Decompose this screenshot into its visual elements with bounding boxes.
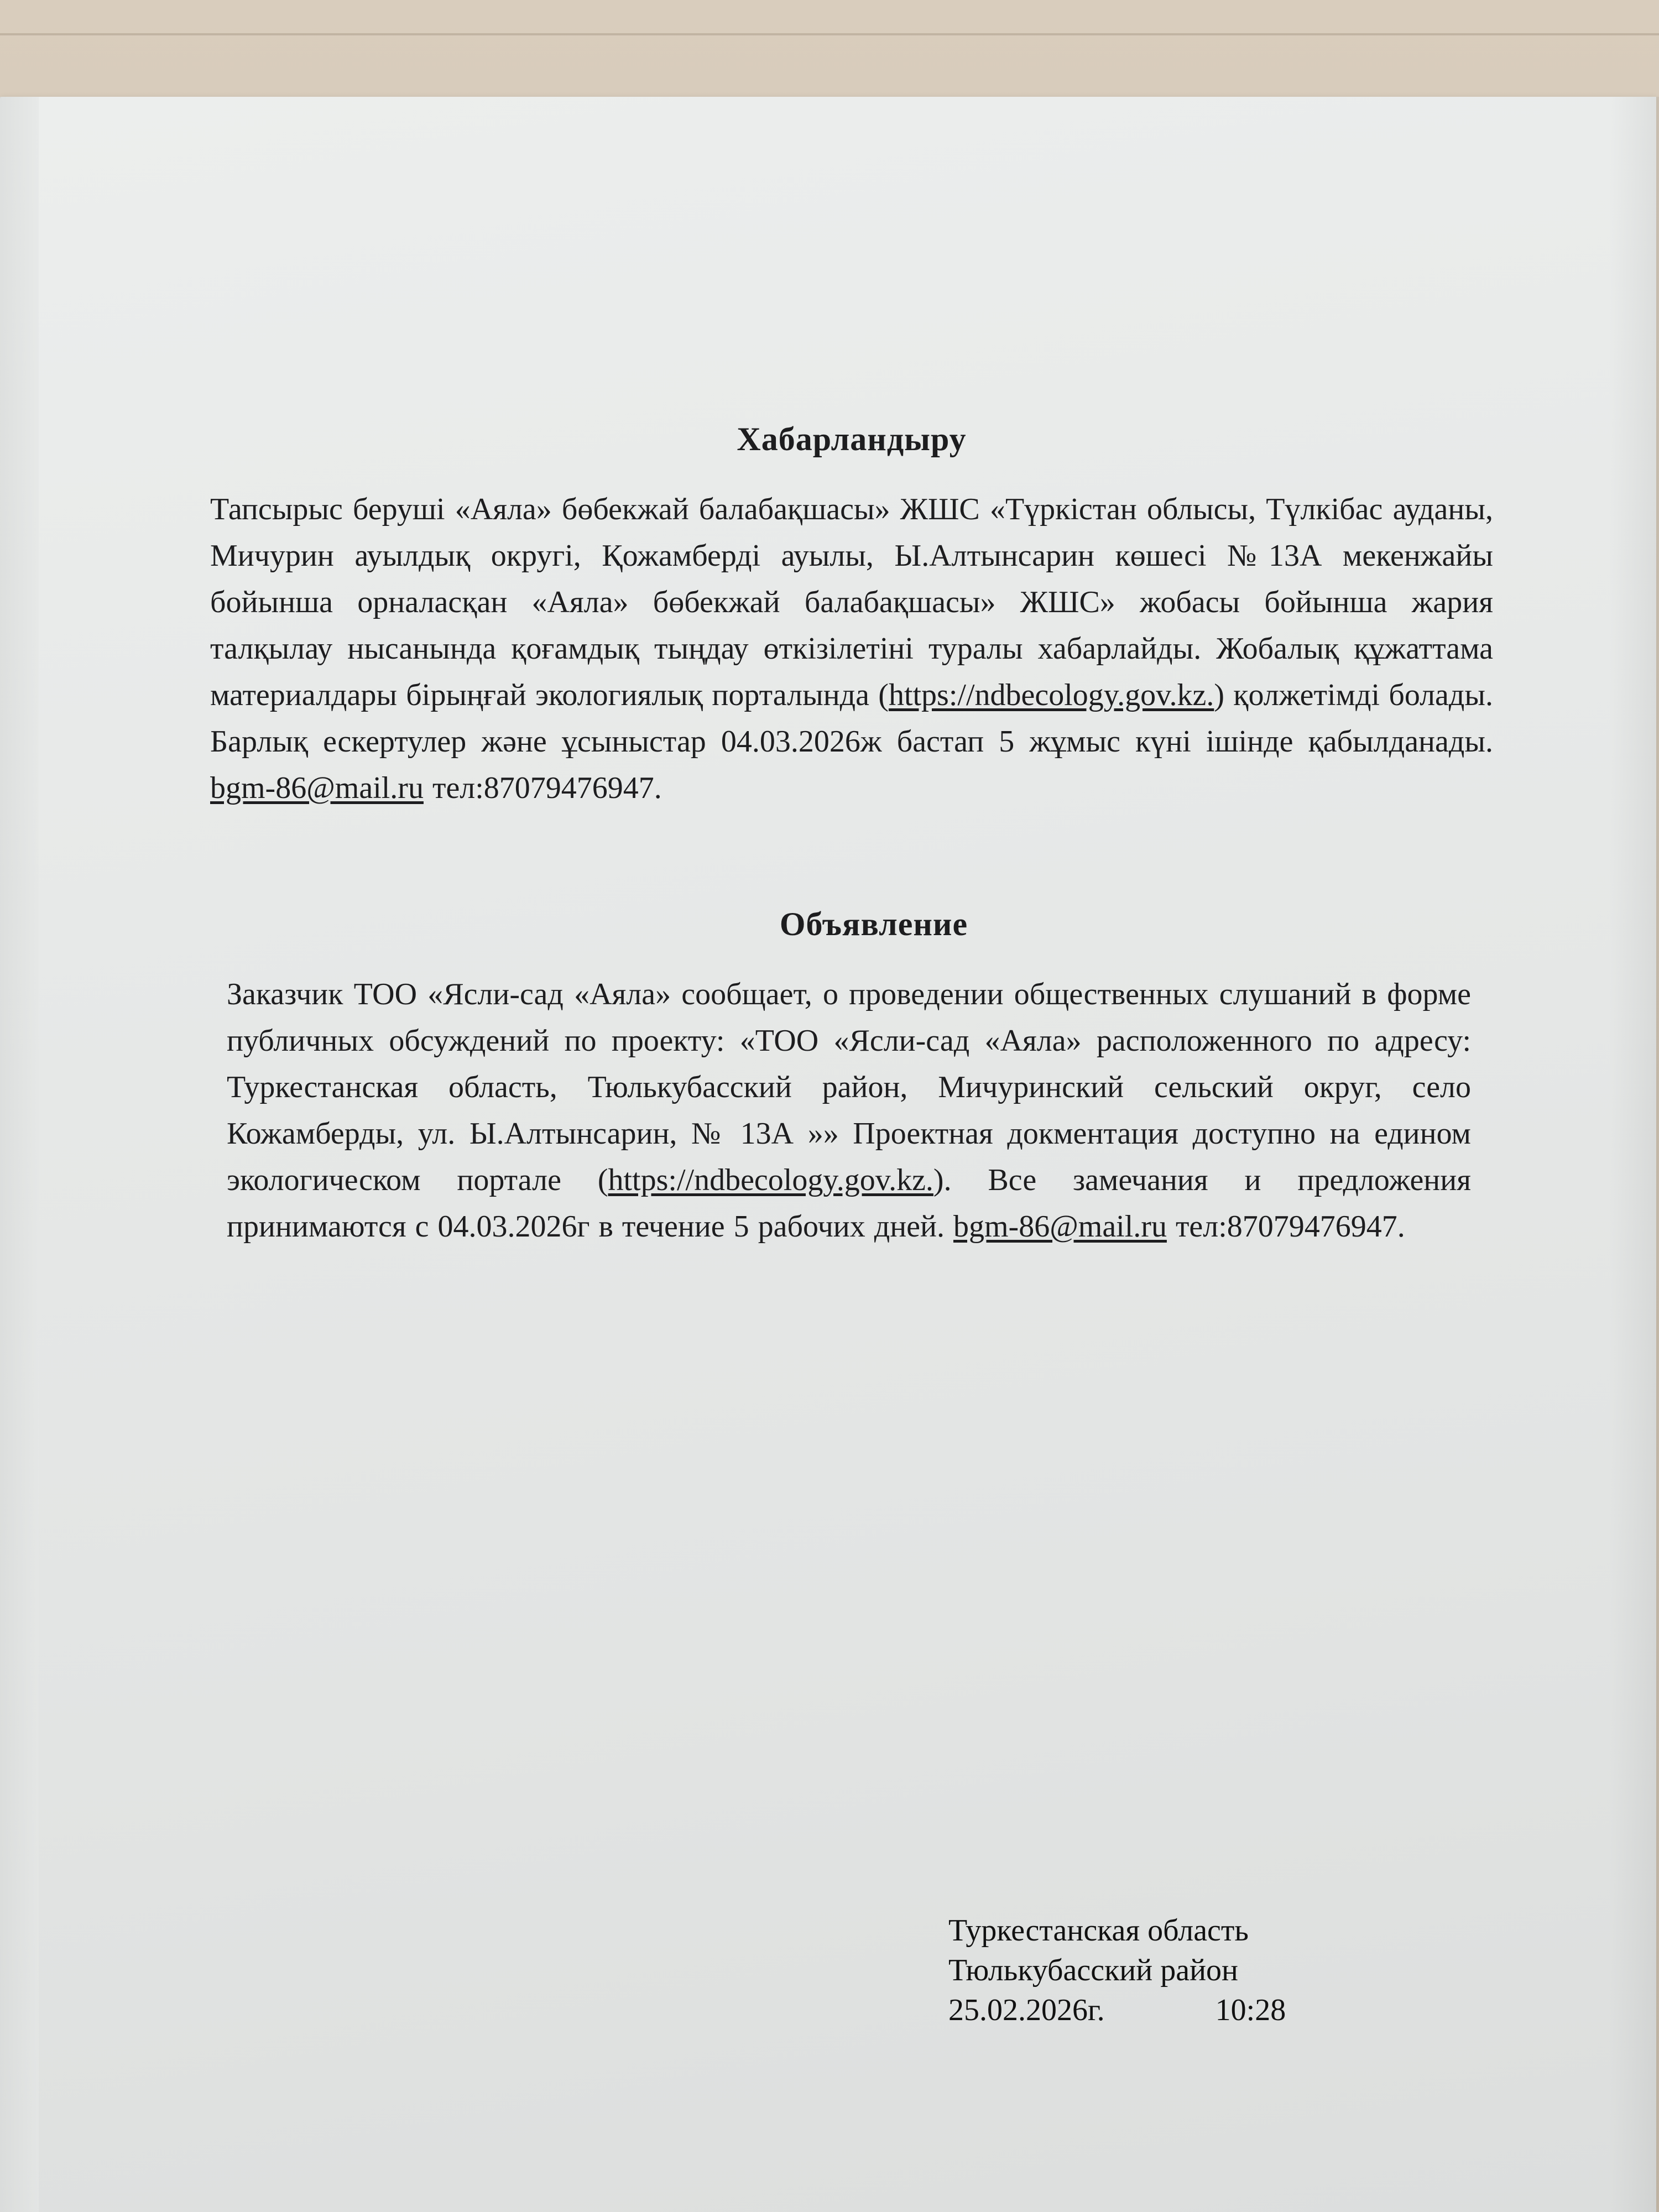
kazakh-notice xyxy=(210,420,1493,811)
kazakh-text-part-2: ) қолжетімді болады. Барлық ескертулер және ұсыныстар 04.03.2026ж бастап 5 жұмыс күні ішінде қабылданады. xyxy=(210,678,1493,759)
kazakh-email-link[interactable]: bgm-86@mail.ru xyxy=(210,771,424,805)
stamp-time: 10:28 xyxy=(1215,1993,1286,2027)
russian-paragraph xyxy=(227,971,1471,1250)
paper-edge xyxy=(0,97,39,2212)
kazakh-title: Хабарландыру xyxy=(737,421,967,457)
kazakh-portal-link[interactable]: https://ndbecology.gov.kz. xyxy=(888,678,1214,712)
kazakh-phone: тел:87079476947. xyxy=(423,771,662,805)
notice-content xyxy=(210,420,1493,1250)
russian-text-part-2: ). Все замечания и предложения принимаются с 04.03.2026г в течение 5 рабочих дней. xyxy=(227,1163,1471,1244)
kazakh-text-part-1: Тапсырыс беруші «Аяла» бөбекжай балабақшасы» ЖШС «Түркістан облысы, Түлкібас ауданы, Мичурин ауылдық округі, Қожамберді ауылы, Ы.Алтынсарин көшесі №13А мекенжайы бойынша орналасқан «Аяла» бөбекжай балабақшасы» ЖШС» жобасы бойынша жария талқылау нысанында қоғамдық тыңдау өткізілетіні туралы хабарлайды. Жобалық құжаттама материалдары бірыңғай экологиялық порталында ( xyxy=(210,492,1493,712)
wall-seam xyxy=(0,33,1659,35)
kazakh-paragraph xyxy=(210,486,1493,811)
russian-email-link[interactable]: bgm-86@mail.ru xyxy=(953,1209,1167,1244)
paper-fold-shadow xyxy=(1609,97,1659,2212)
stamp-region: Туркестанская область xyxy=(948,1913,1249,1948)
russian-text-part-1: Заказчик ТОО «Ясли-сад «Аяла» сообщает, о проведении общественных слушаний в форме публичных обсуждений по проекту: «ТОО «Ясли-сад «Аяла» расположенного по адресу: Туркестанская область, Тюлькубасский район, Мичуринский сельский округ, село Кожамберды, ул. Ы.Алтынсарин, № 13А »» Проектная докментация доступно на едином экологическом портале ( xyxy=(227,977,1471,1197)
stamp-datetime xyxy=(948,1990,1286,2030)
stamp-date: 25.02.2026г. xyxy=(948,1993,1105,2027)
photo-stamp xyxy=(948,1911,1286,2030)
russian-portal-link[interactable]: https://ndbecology.gov.kz. xyxy=(608,1163,933,1197)
russian-phone: тел:87079476947. xyxy=(1166,1209,1405,1244)
russian-title: Объявление xyxy=(779,906,968,942)
russian-notice xyxy=(210,905,1493,1250)
stamp-district: Тюлькубасский район xyxy=(948,1953,1239,1987)
